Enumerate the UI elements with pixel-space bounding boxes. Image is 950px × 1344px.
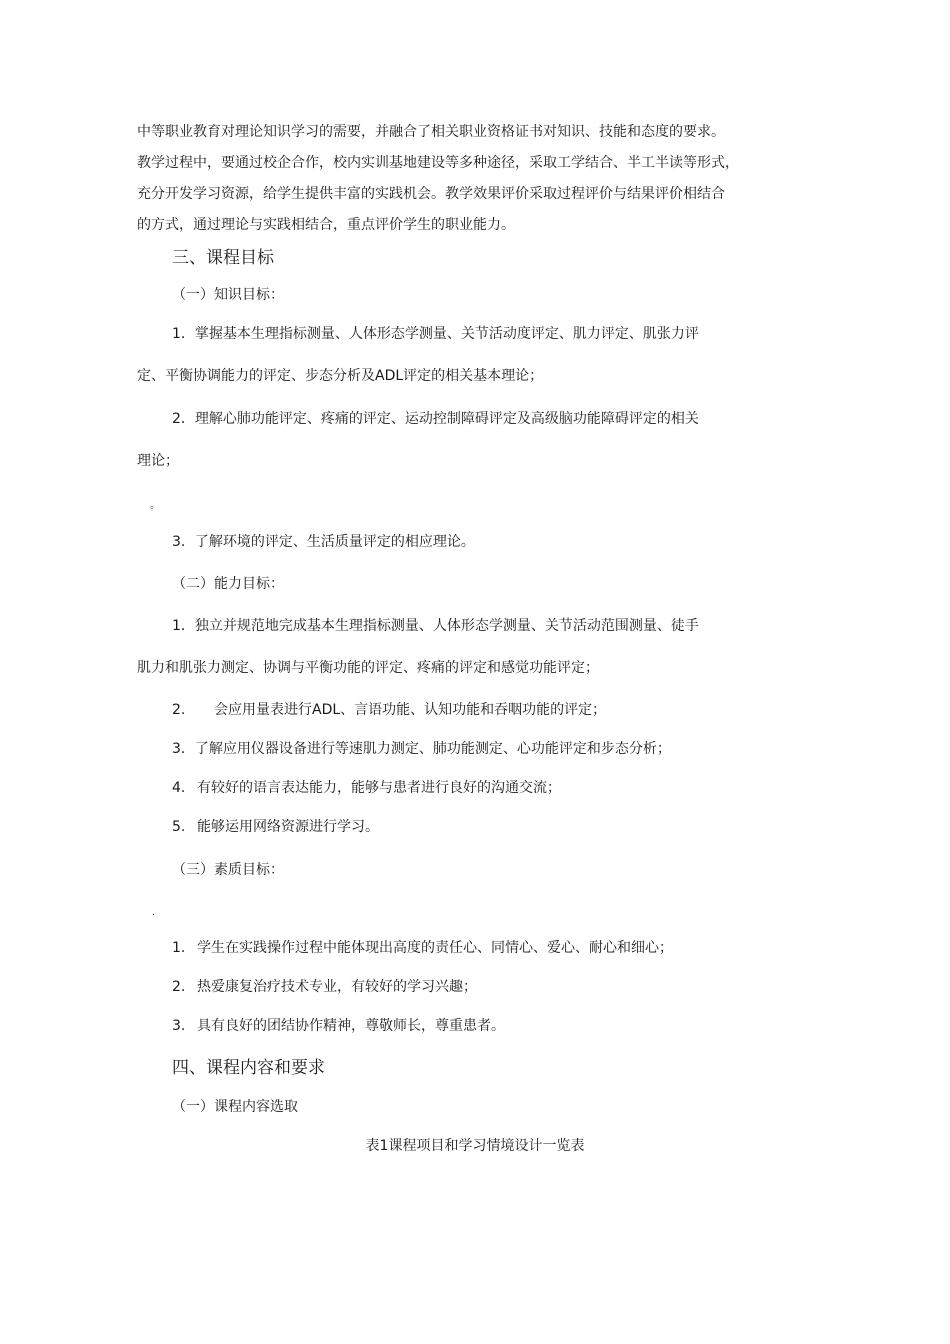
intro-line: 充分开发学习资源，给学生提供丰富的实践机会。教学效果评价采取过程评价与结果评价相结合 — [137, 186, 725, 202]
ability-item-5-text: 能够运用网络资源进行学习。 — [197, 819, 379, 835]
quality-item-3-number: 3. — [172, 1018, 186, 1034]
ability-item-2 — [172, 700, 606, 720]
quality-item-1-text: 学生在实践操作过程中能体现出高度的责任心、同情心、爱心、耐心和细心； — [197, 940, 673, 956]
ability-item-3: 3．了解应用仪器设备进行等速肌力测定、肺功能测定、心功能评定和步态分析； — [172, 741, 671, 757]
knowledge-item-1: 1．掌握基本生理指标测量、人体形态学测量、关节活动度评定、肌力评定、肌张力评 — [172, 326, 699, 342]
intro-line: 教学过程中，要通过校企合作，校内实训基地建设等多种途径，采取工学结合、半工半读等形式， — [137, 155, 739, 171]
section-title-content-requirements: 四、课程内容和要求 — [172, 1058, 325, 1078]
knowledge-item-2-cont: 理论； — [137, 453, 179, 469]
ability-item-4-text: 有较好的语言表达能力，能够与患者进行良好的沟通交流； — [197, 780, 561, 796]
quality-item-3 — [172, 1016, 505, 1036]
knowledge-item-3: 3．了解环境的评定、生活质量评定的相应理论。 — [172, 534, 475, 550]
content-selection-heading: （一）课程内容选取 — [172, 1099, 298, 1115]
ability-item-1: 1．独立并规范地完成基本生理指标测量、人体形态学测量、关节活动范围测量、徒手 — [172, 618, 699, 634]
quality-item-2-number: 2. — [172, 979, 186, 995]
ability-item-1-cont: 肌力和肌张力测定、协调与平衡功能的评定、疼痛的评定和感觉功能评定； — [137, 660, 599, 676]
knowledge-heading: （一）知识目标： — [172, 287, 284, 303]
ability-item-4-number: 4. — [172, 780, 186, 796]
quality-item-2 — [172, 977, 477, 997]
quality-heading: （三）素质目标： — [172, 862, 284, 878]
ability-item-2-text: 会应用量表进行ADL、言语功能、认知功能和吞咽功能的评定； — [214, 702, 607, 718]
ability-item-5-number: 5. — [172, 819, 186, 835]
section-title-course-objectives: 三、课程目标 — [172, 248, 274, 268]
quality-item-3-text: 具有良好的团结协作精神，尊敬师长，尊重患者。 — [197, 1018, 505, 1034]
stray-mark: . — [152, 907, 156, 918]
ability-item-4 — [172, 778, 561, 798]
knowledge-item-2: 2．理解心肺功能评定、疼痛的评定、运动控制障碍评定及高级脑功能障碍评定的相关 — [172, 411, 699, 427]
ability-heading: （二）能力目标： — [172, 576, 284, 592]
ability-item-2-number: 2. — [172, 702, 186, 718]
quality-item-2-text: 热爱康复治疗技术专业，有较好的学习兴趣； — [197, 979, 477, 995]
quality-item-1 — [172, 938, 673, 958]
knowledge-item-1-cont: 定、平衡协调能力的评定、步态分析及ADL评定的相关基本理论； — [137, 368, 544, 384]
ability-item-5 — [172, 817, 379, 837]
intro-line: 中等职业教育对理论知识学习的需要，并融合了相关职业资格证书对知识、技能和态度的要求。 — [137, 124, 725, 140]
table-caption: 表1课程项目和学习情境设计一览表 — [365, 1138, 585, 1154]
intro-line: 的方式，通过理论与实践相结合，重点评价学生的职业能力。 — [137, 217, 515, 233]
stray-mark: 。 — [150, 500, 160, 511]
quality-item-1-number: 1. — [172, 940, 186, 956]
